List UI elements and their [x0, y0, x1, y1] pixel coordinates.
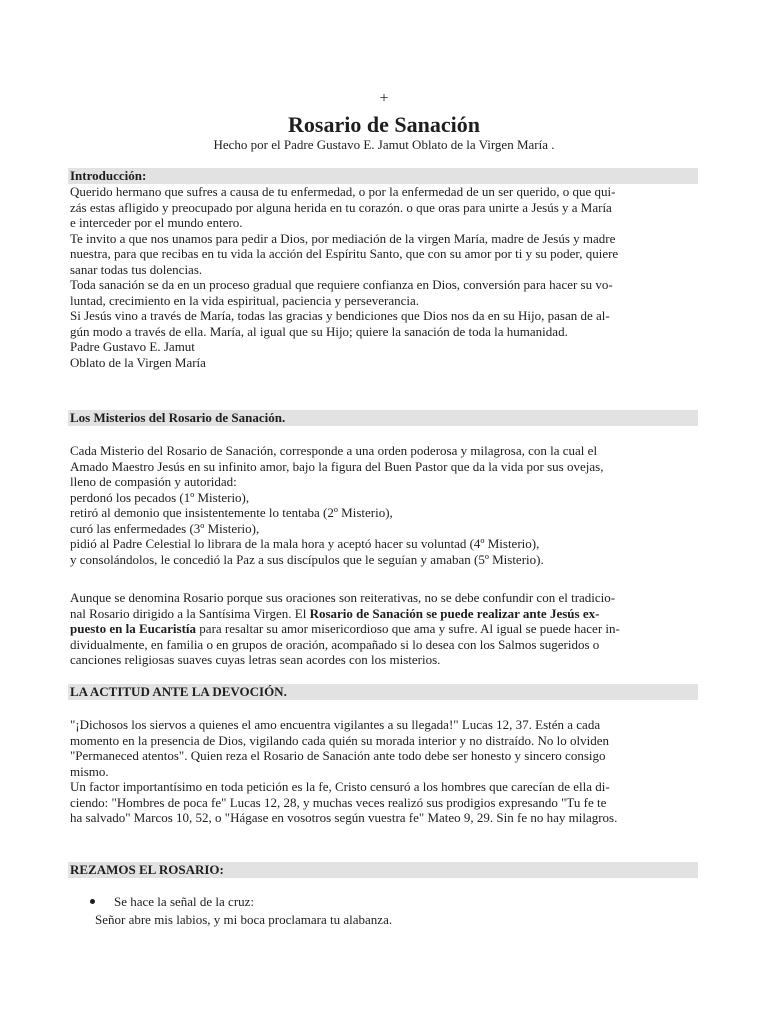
para2-line [70, 606, 698, 622]
actitud-line: mismo. [70, 763, 109, 779]
misterio-item: pidió al Padre Celestial lo librara de la mala hora y aceptó hacer su voluntad (4º Misterio), [70, 536, 540, 551]
intro-signature-title: Oblato de la Virgen María [70, 354, 206, 370]
prayer-line: Señor abre mis labios, y mi boca proclamara tu alabanza. [95, 912, 393, 927]
misterios-line: Cada Misterio del Rosario de Sanación, corresponde a una orden poderosa y milagrosa, con la cual el [70, 443, 598, 458]
misterios-text [70, 443, 698, 567]
intro-line: nuestra, para que recibas en tu vida la acción del Espíritu Santo, que con su amor por ti y su poder, quiere [70, 246, 619, 261]
intro-signature-name: Padre Gustavo E. Jamut [70, 339, 195, 354]
para2-bold: puesto en la Eucaristía [70, 621, 197, 636]
para2-bold: Rosario de Sanación se puede realizar ante Jesús ex- [309, 605, 600, 621]
intro-line: Si Jesús vino a través de María, todas las gracias y bendiciones que Dios nos da en su Hijo, pasan de al- [70, 308, 610, 323]
section-heading-rezamos: REZAMOS EL ROSARIO: [68, 862, 698, 878]
bullet-dot-icon [90, 899, 95, 904]
intro-line: e interceder por el mundo entero. [70, 215, 243, 230]
actitud-line: Un factor importantísimo en toda petición es la fe, Cristo censuró a los hombres que carecían de ella di- [70, 779, 610, 794]
intro-line: gún modo a través de ella. María, al igual que su Hijo; quiere la sanación de toda la humanidad. [70, 323, 568, 339]
intro-line: Te invito a que nos unamos para pedir a Dios, por mediación de la virgen María, madre de Jesús y madre [70, 230, 616, 246]
bullet-text: Se hace la señal de la cruz: [114, 894, 255, 909]
misterio-item: y consolándolos, le concedió la Paz a sus discípulos que le seguían y amaban (5º Misterio). [70, 551, 544, 567]
para2-line: Aunque se denomina Rosario porque sus oraciones son reiterativas, no se debe confundir con el tradicio- [70, 590, 616, 605]
misterio-item: curó las enfermedades (3º Misterio), [70, 520, 260, 536]
misterios-line: Amado Maestro Jesús en su infinito amor, bajo la figura del Buen Pastor que da la vida por sus ovejas, [70, 458, 604, 474]
cross-symbol: + [379, 90, 389, 107]
document-subtitle: Hecho por el Padre Gustavo E. Jamut Oblato de la Virgen María . [213, 137, 555, 152]
bullet-item [90, 894, 254, 910]
actitud-line: ha salvado" Marcos 10, 52, o "Hágase en vosotros según vuestra fe" Mateo 9, 29. Sin fe no hay milagros. [70, 810, 618, 825]
intro-line: Querido hermano que sufres a causa de tu enfermedad, o por la enfermedad de un ser querido, o que qui- [70, 184, 616, 199]
section-heading-actitud: LA ACTITUD ANTE LA DEVOCIÓN. [68, 684, 698, 700]
misterios-paragraph-2 [70, 590, 698, 668]
intro-line: sanar todas tus dolencias. [70, 261, 203, 277]
misterio-item: perdonó los pecados (1º Misterio), [70, 489, 250, 505]
intro-line: zás estas afligido y preocupado por alguna herida en tu corazón. o que oras para unirte a Jesús y a María [70, 199, 612, 215]
actitud-line: momento en la presencia de Dios, vigilando cada quién su morada interior y no distraído. No lo olviden [70, 732, 610, 748]
para2-line: dividualmente, en familia o en grupos de oración, acompañado si lo desea con los Salmos sugeridos o [70, 636, 600, 652]
actitud-line: "Permaneced atentos". Quien reza el Rosario de Sanación ante todo debe ser honesto y sincero consigo [70, 748, 606, 763]
intro-line: luntad, crecimiento en la vida espiritual, paciencia y perseverancia. [70, 292, 420, 308]
para2-line [70, 621, 698, 637]
actitud-line: ciendo: "Hombres de poca fe" Lucas 12, 28, y muchas veces realizó sus prodigios expresando "Tu fe te [70, 794, 607, 810]
misterio-item: retiró al demonio que insistentemente lo tentaba (2º Misterio), [70, 505, 393, 520]
intro-line: Toda sanación se da en un proceso gradual que requiere confianza en Dios, conversión para hacer su vo- [70, 277, 613, 292]
misterios-line: lleno de compasión y autoridad: [70, 474, 237, 489]
section-heading-misterios: Los Misterios del Rosario de Sanación. [68, 410, 698, 426]
actitud-line: "¡Dichosos los siervos a quienes el amo encuentra vigilantes a su llegada!" Lucas 12, 37. Estén a cada [70, 717, 601, 732]
para2-text: para resaltar su amor misericordioso que ama y sufre. Al igual se puede hacer in- [196, 621, 620, 636]
actitud-text [70, 717, 698, 826]
section-heading-introduccion: Introducción: [68, 168, 698, 184]
para2-line: canciones religiosas suaves cuyas letras sean acordes con los misterios. [70, 652, 441, 667]
intro-text [70, 184, 698, 370]
para2-text: nal Rosario dirigido a la Santísima Virgen. El [70, 605, 310, 621]
document-title: Rosario de Sanación [288, 112, 480, 137]
